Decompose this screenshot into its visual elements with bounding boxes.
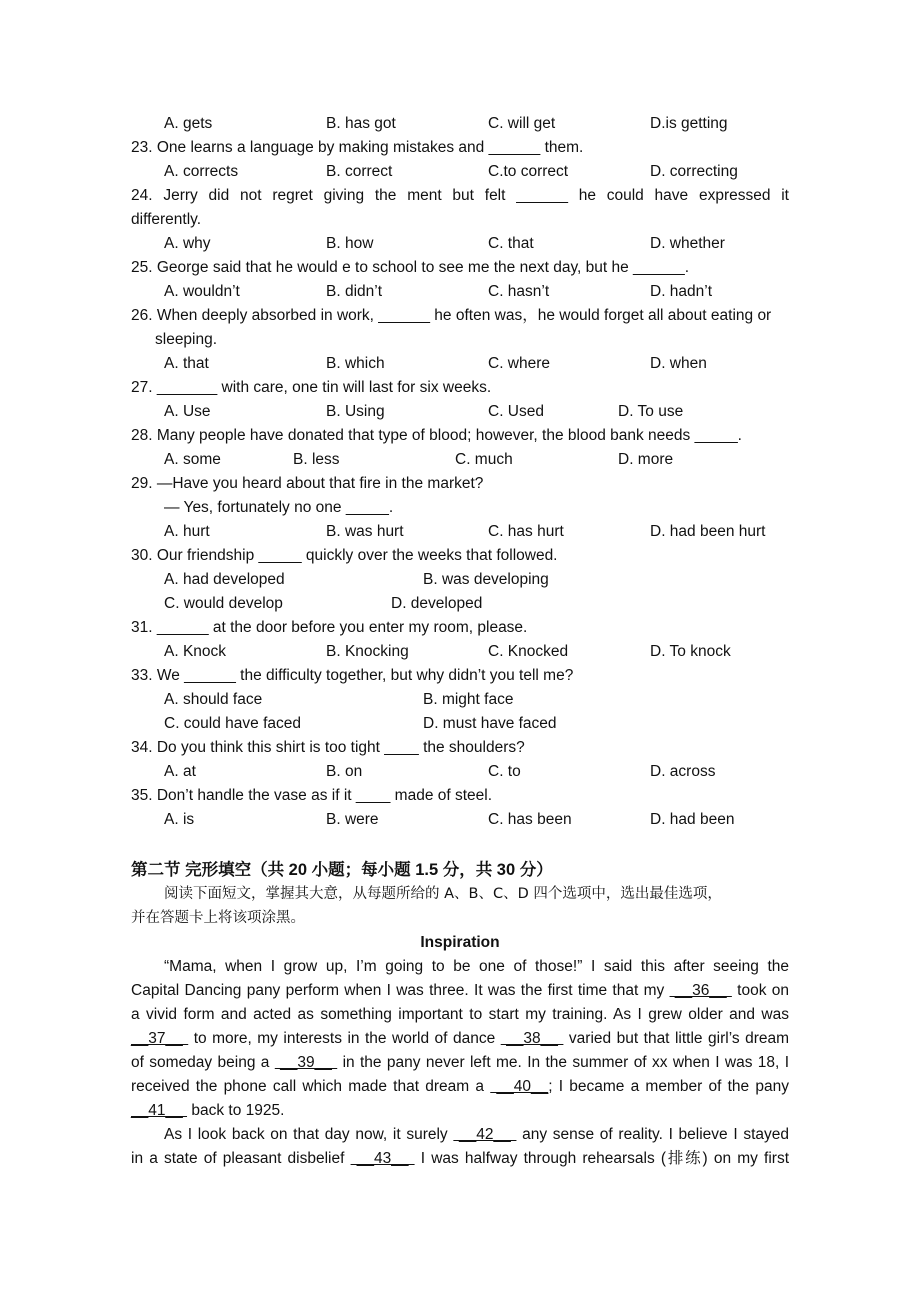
- passage-text: ; I became a member of the pany: [548, 1078, 789, 1095]
- q29-stem-line1: 29. —Have you heard about that fire in the market?: [131, 475, 484, 492]
- q26-option-b: B. which: [326, 355, 385, 372]
- q35-option-d: D. had been: [650, 811, 735, 828]
- q34-option-a: A. at: [164, 763, 196, 780]
- passage-p2-line2: [131, 1149, 789, 1169]
- passage-text: I was halfway through rehearsals (排练) on my first: [420, 1150, 789, 1167]
- q27-option-d: D. To use: [618, 403, 684, 420]
- q34-option-c: C. to: [488, 763, 521, 780]
- q27-option-b: B. Using: [326, 403, 385, 420]
- passage-p1-line3: a vivid form and acted as something important to start my training. As I grew older and was: [131, 1006, 789, 1023]
- blank-37: __37__: [131, 1030, 189, 1047]
- blank-41: __41__: [131, 1102, 188, 1119]
- q24-option-d: D. whether: [650, 235, 725, 252]
- q27-option-a: A. Use: [164, 403, 211, 420]
- passage-text: to more, my interests in the world of dance: [193, 1030, 496, 1047]
- passage-text: in the pany never left me. In the summer of xx when I was 18, I: [342, 1054, 789, 1071]
- passage-p1-line7: [131, 1101, 284, 1121]
- q31-stem: 31. ______ at the door before you enter my room, please.: [131, 619, 528, 636]
- passage-p1-line2: [131, 981, 789, 1001]
- q29-option-d: D. had been hurt: [650, 523, 766, 540]
- q25-stem: 25. George said that he would e to school to see me the next day, but he ______.: [131, 259, 690, 276]
- q23-option-c: C.to correct: [488, 163, 569, 180]
- q29-option-b: B. was hurt: [326, 523, 404, 540]
- q23-option-d: D. correcting: [650, 163, 738, 180]
- blank-38: __38__: [500, 1030, 564, 1047]
- q30-option-d: D. developed: [391, 595, 483, 612]
- q22-option-a: A. gets: [164, 115, 213, 132]
- q34-option-b: B. on: [326, 763, 363, 780]
- q28-stem: 28. Many people have donated that type of blood; however, the blood bank needs _____.: [131, 427, 742, 444]
- passage-p1-line4: [131, 1029, 789, 1049]
- blank-43: __43__: [350, 1150, 415, 1167]
- q30-option-b: B. was developing: [423, 571, 549, 588]
- q26-option-c: C. where: [488, 355, 551, 372]
- section-heading: 第二节 完形填空（共 20 小题；每小题 1.5 分，共 30 分）: [131, 861, 553, 879]
- q33-option-a: A. should face: [164, 691, 263, 708]
- passage-text: any sense of reality. I believe I stayed: [522, 1126, 789, 1143]
- q24-stem-line1: 24. Jerry did not regret giving the ment but felt ______ he could have expressed it: [131, 187, 789, 204]
- q28-option-d: D. more: [618, 451, 674, 468]
- blank-40: __40__: [490, 1078, 549, 1095]
- q25-option-a: A. wouldn’t: [164, 283, 240, 300]
- q28-option-b: B. less: [293, 451, 340, 468]
- q31-option-b: B. Knocking: [326, 643, 409, 660]
- q29-option-a: A. hurt: [164, 523, 210, 540]
- passage-p1-line1: “Mama, when I grow up, I’m going to be one of those!” I said this after seeing the: [164, 958, 789, 975]
- q23-option-a: A. corrects: [164, 163, 239, 180]
- q31-option-d: D. To knock: [650, 643, 731, 660]
- passage-p2-line1: [164, 1125, 789, 1145]
- passage-p1-line6: [131, 1077, 789, 1097]
- q29-option-c: C. has hurt: [488, 523, 564, 540]
- q30-option-a: A. had developed: [164, 571, 285, 588]
- q29-stem-line2: — Yes, fortunately no one _____.: [164, 499, 394, 516]
- q24-option-b: B. how: [326, 235, 374, 252]
- q24-option-c: C. that: [488, 235, 534, 252]
- q35-option-a: A. is: [164, 811, 195, 828]
- q23-option-b: B. correct: [326, 163, 393, 180]
- q22-option-c: C. will get: [488, 115, 556, 132]
- q28-option-a: A. some: [164, 451, 221, 468]
- q22-option-b: B. has got: [326, 115, 396, 132]
- passage-p1-line5: [131, 1053, 789, 1073]
- section-instruction-line2: 并在答题卡上将该项涂黑。: [131, 910, 305, 926]
- q23-stem: 23. One learns a language by making mistakes and ______ them.: [131, 139, 584, 156]
- q33-option-b: B. might face: [423, 691, 514, 708]
- passage-text: of someday being a: [131, 1054, 270, 1071]
- q28-option-c: C. much: [455, 451, 513, 468]
- q33-option-c: C. could have faced: [164, 715, 302, 732]
- passage-text: took on: [737, 982, 789, 999]
- q25-option-c: C. hasn’t: [488, 283, 550, 300]
- section-instruction-line1: 阅读下面短文，掌握其大意，从每题所给的 A、B、C、D 四个选项中，选出最佳选项，: [164, 886, 722, 902]
- q24-option-a: A. why: [164, 235, 211, 252]
- passage-text: Capital Dancing pany perform when I was three. It was the first time that my: [131, 982, 665, 999]
- q35-option-b: B. were: [326, 811, 379, 828]
- q34-stem: 34. Do you think this shirt is too tight ____ the shoulders?: [131, 739, 525, 756]
- q30-stem: 30. Our friendship _____ quickly over the weeks that followed.: [131, 547, 558, 564]
- passage-text: back to 1925.: [191, 1102, 285, 1119]
- q34-option-d: D. across: [650, 763, 716, 780]
- q26-stem-line1: 26. When deeply absorbed in work, ______ he often was，he would forget all about eating or: [131, 307, 772, 324]
- blank-42: __42__: [453, 1126, 517, 1143]
- q26-option-a: A. that: [164, 355, 209, 372]
- q31-option-c: C. Knocked: [488, 643, 569, 660]
- passage-text: As I look back on that day now, it surely: [164, 1126, 448, 1143]
- q26-stem-line2: sleeping.: [155, 331, 218, 348]
- q33-stem: 33. We ______ the difficulty together, but why didn’t you tell me?: [131, 667, 574, 684]
- q35-stem: 35. Don’t handle the vase as if it ____ made of steel.: [131, 787, 493, 804]
- q27-stem: 27. _______ with care, one tin will last for six weeks.: [131, 379, 492, 396]
- passage-title: Inspiration: [420, 934, 500, 951]
- q30-option-c: C. would develop: [164, 595, 283, 612]
- q25-option-b: B. didn’t: [326, 283, 383, 300]
- passage-text: in a state of pleasant disbelief: [131, 1150, 345, 1167]
- q22-option-d: D.is getting: [650, 115, 728, 132]
- q26-option-d: D. when: [650, 355, 707, 372]
- q31-option-a: A. Knock: [164, 643, 227, 660]
- q25-option-d: D. hadn’t: [650, 283, 713, 300]
- q35-option-c: C. has been: [488, 811, 572, 828]
- passage-text: received the phone call which made that dream a: [131, 1078, 485, 1095]
- q24-stem-line2: differently.: [131, 211, 202, 228]
- passage-text: varied but that little girl’s dream: [568, 1030, 790, 1047]
- blank-39: __39__: [274, 1054, 338, 1071]
- q33-option-d: D. must have faced: [423, 715, 557, 732]
- blank-36: __36__: [669, 982, 732, 999]
- q27-option-c: C. Used: [488, 403, 544, 420]
